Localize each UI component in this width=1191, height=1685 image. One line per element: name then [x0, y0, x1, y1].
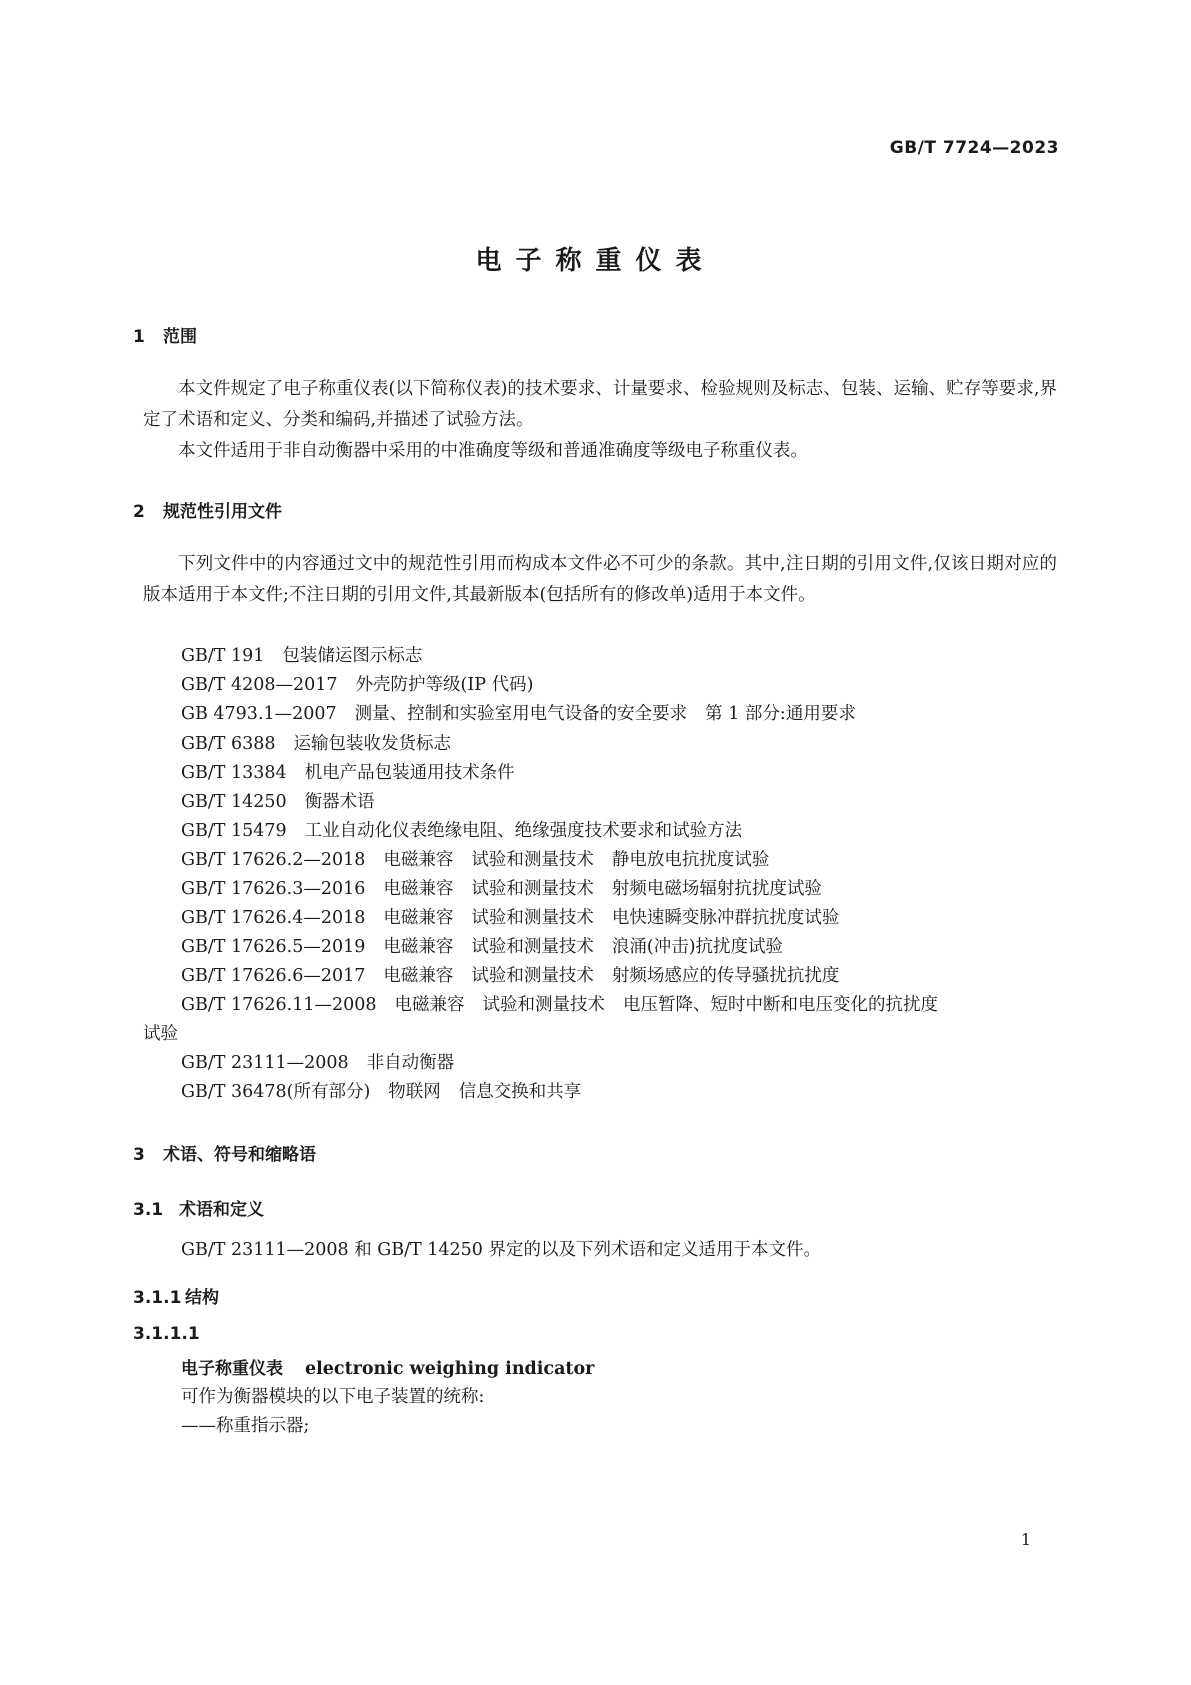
subsection-title: 结构	[185, 1288, 219, 1308]
reference-title: 机电产品包装通用技术条件	[304, 763, 515, 783]
reference-code: GB/T 17626.3—2016	[181, 879, 366, 899]
section-1-paragraph-2: 本文件适用于非自动衡器中采用的中准确度等级和普通准确度等级电子称重仪表。	[178, 441, 808, 461]
reference-item	[181, 875, 822, 900]
reference-code: GB/T 17626.4—2018	[181, 908, 366, 928]
section-number: 2	[133, 502, 145, 522]
term-english: electronic weighing indicator	[305, 1359, 595, 1379]
reference-title-part: 试验和测量技术	[471, 937, 594, 957]
reference-title: 运输包装收发货标志	[293, 734, 452, 754]
reference-title: 电磁兼容	[383, 850, 454, 870]
reference-title: 非自动衡器	[366, 1053, 455, 1073]
reference-item	[181, 700, 856, 725]
reference-title-part: 试验和测量技术	[471, 908, 594, 928]
reference-item	[181, 1078, 581, 1103]
reference-title: 外壳防护等级(IP 代码)	[355, 675, 534, 695]
reference-title: 测量、控制和实验室用电气设备的安全要求	[354, 704, 688, 724]
reference-title: 包装储运图示标志	[282, 646, 423, 666]
reference-code: GB/T 17626.5—2019	[181, 937, 366, 957]
reference-code: GB 4793.1—2007	[181, 704, 337, 724]
reference-title-part: 试验和测量技术	[482, 995, 606, 1015]
reference-title-part: 第 1 部分:通用要求	[705, 704, 856, 724]
reference-title: 电磁兼容	[383, 908, 454, 928]
page-number: 1	[1020, 1530, 1031, 1549]
reference-wrap-continuation: 试验	[143, 1024, 178, 1044]
term-entry	[181, 1354, 594, 1379]
section-title: 规范性引用文件	[163, 502, 282, 522]
reference-item	[181, 642, 440, 667]
reference-item	[181, 962, 839, 987]
reference-title-part: 射频电磁场辐射抗扰度试验	[611, 879, 822, 899]
reference-item	[181, 1049, 472, 1074]
reference-item	[181, 671, 551, 696]
reference-item	[181, 759, 533, 784]
reference-code: GB/T 4208—2017	[181, 675, 338, 695]
reference-title-part: 试验和测量技术	[471, 879, 594, 899]
section-1-paragraph-1: 本文件规定了电子称重仪表(以下简称仪表)的技术要求、计量要求、检验规则及标志、包装、运输、贮存等要求,界定了术语和定义、分类和编码,并描述了试验方法。	[143, 379, 1057, 430]
document-title: 电子称重仪表	[475, 246, 716, 276]
reference-title-part: 电压暂降、短时中断和电压变化的抗扰度	[623, 995, 939, 1015]
section-3-heading	[133, 1140, 316, 1165]
reference-code: GB/T 17626.2—2018	[181, 850, 366, 870]
section-number: 1	[133, 327, 145, 347]
reference-item	[181, 846, 769, 871]
reference-title: 电磁兼容	[394, 995, 465, 1015]
term-list-item: ——称重指示器;	[181, 1416, 310, 1436]
reference-title: 电磁兼容	[383, 937, 454, 957]
reference-item	[181, 788, 393, 813]
subsection-number: 3.1	[133, 1200, 164, 1220]
term-definition: 可作为衡器模块的以下电子装置的统称:	[181, 1387, 485, 1407]
reference-code: GB/T 17626.11—2008	[181, 995, 377, 1015]
reference-item	[181, 904, 839, 929]
reference-code: GB/T 14250	[181, 792, 287, 812]
reference-item	[181, 817, 760, 842]
subsection-3-1-paragraph: GB/T 23111—2008 和 GB/T 14250 界定的以及下列术语和定义适用于本文件。	[181, 1240, 822, 1260]
reference-title: 电磁兼容	[383, 879, 454, 899]
section-title: 术语、符号和缩略语	[163, 1145, 316, 1165]
subsection-3-1-heading	[133, 1195, 264, 1220]
reference-code: GB/T 6388	[181, 734, 276, 754]
reference-title-part: 电快速瞬变脉冲群抗扰度试验	[611, 908, 840, 928]
reference-title: 物联网	[388, 1082, 441, 1102]
reference-code: GB/T 191	[181, 646, 265, 666]
reference-title: 衡器术语	[304, 792, 375, 812]
reference-title: 电磁兼容	[383, 966, 454, 986]
reference-title: 工业自动化仪表绝缘电阻、绝缘强度技术要求和试验方法	[304, 821, 743, 841]
subsection-number: 3.1.1	[133, 1288, 182, 1308]
section-1-heading	[133, 322, 197, 347]
section-2-heading	[133, 497, 282, 522]
reference-title-part: 浪涌(冲击)抗扰度试验	[611, 937, 784, 957]
section-2-intro: 下列文件中的内容通过文中的规范性引用而构成本文件必不可少的条款。其中,注日期的引用文件,仅该日期对应的版本适用于本文件;不注日期的引用文件,其最新版本(包括所有的修改单)适用于本文件。	[143, 554, 1057, 605]
reference-item	[181, 933, 783, 958]
subsection-3-1-1-1-number: 3.1.1.1	[133, 1324, 200, 1344]
reference-title-part: 射频场感应的传导骚扰抗扰度	[611, 966, 840, 986]
reference-code: GB/T 15479	[181, 821, 287, 841]
reference-code: GB/T 17626.6—2017	[181, 966, 366, 986]
reference-code: GB/T 13384	[181, 763, 287, 783]
term-chinese: 电子称重仪表	[181, 1359, 283, 1379]
section-number: 3	[133, 1145, 145, 1165]
reference-code: GB/T 36478(所有部分)	[181, 1082, 371, 1102]
reference-title-part: 试验和测量技术	[471, 966, 594, 986]
subsection-3-1-1-heading	[133, 1283, 219, 1308]
reference-item	[181, 730, 469, 755]
reference-code: GB/T 23111—2008	[181, 1053, 349, 1073]
subsection-title: 术语和定义	[179, 1200, 264, 1220]
section-title: 范围	[163, 327, 197, 347]
reference-item	[181, 991, 938, 1016]
reference-title-part: 试验和测量技术	[471, 850, 594, 870]
standard-number: GB/T 7724—2023	[889, 138, 1059, 158]
reference-title-part: 静电放电抗扰度试验	[611, 850, 770, 870]
reference-title-part: 信息交换和共享	[458, 1082, 582, 1102]
